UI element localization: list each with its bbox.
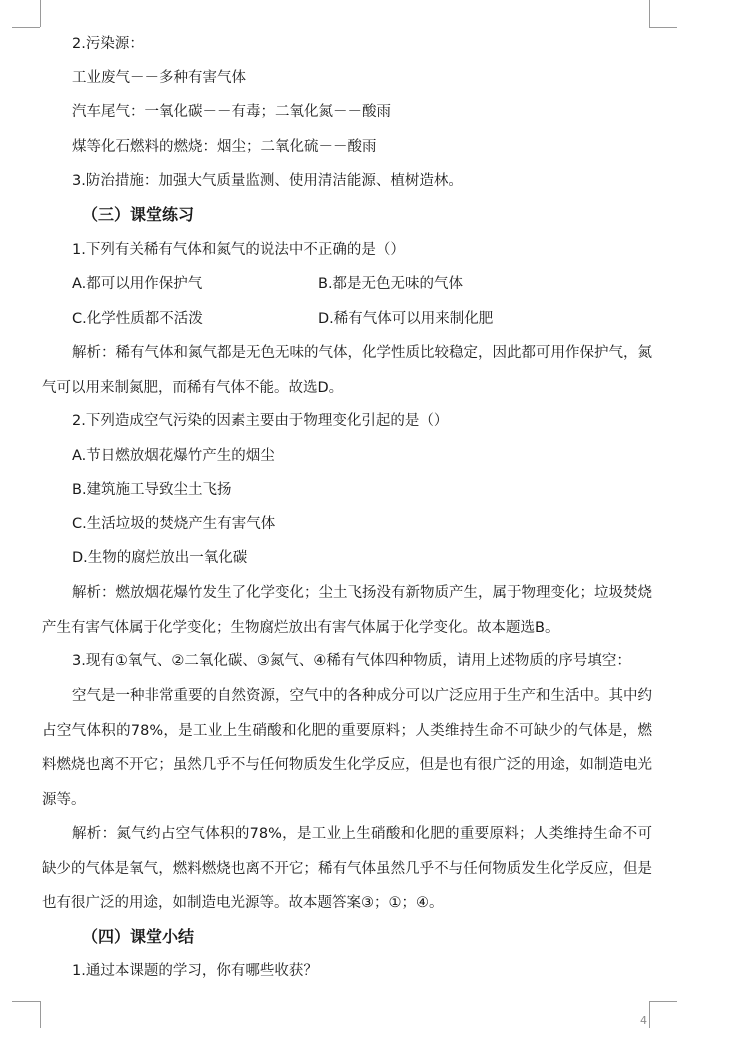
q1-option-b: B.都是无色无味的气体 xyxy=(318,276,464,292)
q2-option-b: B.建筑施工导致尘土飞扬 xyxy=(72,482,232,498)
crop-mark-top-right-h xyxy=(649,27,677,28)
question-3: 3.现有①氧气、②二氧化碳、③氮气、④稀有气体四种物质，请用上述物质的序号填空： xyxy=(72,653,631,669)
question-1: 1.下列有关稀有气体和氮气的说法中不正确的是（） xyxy=(72,242,405,258)
crop-mark-bottom-left-h xyxy=(12,1001,40,1002)
crop-mark-top-left xyxy=(40,0,41,27)
pollution-source-title: 2.污染源： xyxy=(72,36,144,52)
vehicle-line: 汽车尾气：一氧化碳－－有毒；二氧化氮－－酸雨 xyxy=(72,104,391,120)
q3-analysis: 解析：氮气约占空气体积的78%，是工业上生硝酸和化肥的重要原料；人类维持生命不可缺少的气体是氧气，燃料燃烧也离不开它；稀有气体虽然几乎不与任何物质发生化学反应，但是也有很广泛的用途，如制造电光源等。故本题答案③；①；④。 xyxy=(42,826,652,911)
section4-heading: （四）课堂小结 xyxy=(82,927,195,946)
q3-body: 空气是一种非常重要的自然资源，空气中的各种成分可以广泛应用于生产和生活中。其中约占空气体积的78%，是工业上生硝酸和化肥的重要原料；人类维持生命不可缺少的气体是，燃料燃烧也离不开它；虽然几乎不与任何物质发生化学反应，但是也有很广泛的用途，如制造电光源等。 xyxy=(42,688,652,808)
crop-mark-bottom-left xyxy=(40,1001,41,1028)
q1-option-c: C.化学性质都不活泼 xyxy=(72,311,203,327)
crop-mark-top-right xyxy=(649,0,650,27)
crop-mark-bottom-right-h xyxy=(649,1001,677,1002)
measures-line: 3.防治措施：加强大气质量监测、使用清洁能源、植树造林。 xyxy=(72,173,463,189)
q2-analysis: 解析：燃放烟花爆竹发生了化学变化；尘土飞扬没有新物质产生，属于物理变化；垃圾焚烧产生有害气体属于化学变化；生物腐烂放出有害气体属于化学变化。故本题选B。 xyxy=(42,585,652,636)
summary-question-1: 1.通过本课题的学习，你有哪些收获？ xyxy=(72,963,318,979)
fossil-line: 煤等化石燃料的燃烧：烟尘；二氧化硫－－酸雨 xyxy=(72,139,377,155)
crop-mark-top-left-h xyxy=(12,27,40,28)
q2-option-d: D.生物的腐烂放出一氧化碳 xyxy=(72,550,248,566)
section3-heading: （三）课堂练习 xyxy=(82,205,195,224)
industrial-line: 工业废气－－多种有害气体 xyxy=(72,70,246,86)
q2-option-c: C.生活垃圾的焚烧产生有害气体 xyxy=(72,516,276,532)
q1-option-a: A.都可以用作保护气 xyxy=(72,276,203,292)
q2-option-a: A.节日燃放烟花爆竹产生的烟尘 xyxy=(72,448,275,464)
crop-mark-bottom-right xyxy=(649,1001,650,1028)
q1-option-d: D.稀有气体可以用来制化肥 xyxy=(318,311,494,327)
q1-analysis: 解析：稀有气体和氮气都是无色无味的气体，化学性质比较稳定，因此都可用作保护气，氮气可以用来制氮肥，而稀有气体不能。故选D。 xyxy=(42,345,652,396)
page-number: 4 xyxy=(640,1014,647,1027)
question-2: 2.下列造成空气污染的因素主要由于物理变化引起的是（） xyxy=(72,413,449,429)
